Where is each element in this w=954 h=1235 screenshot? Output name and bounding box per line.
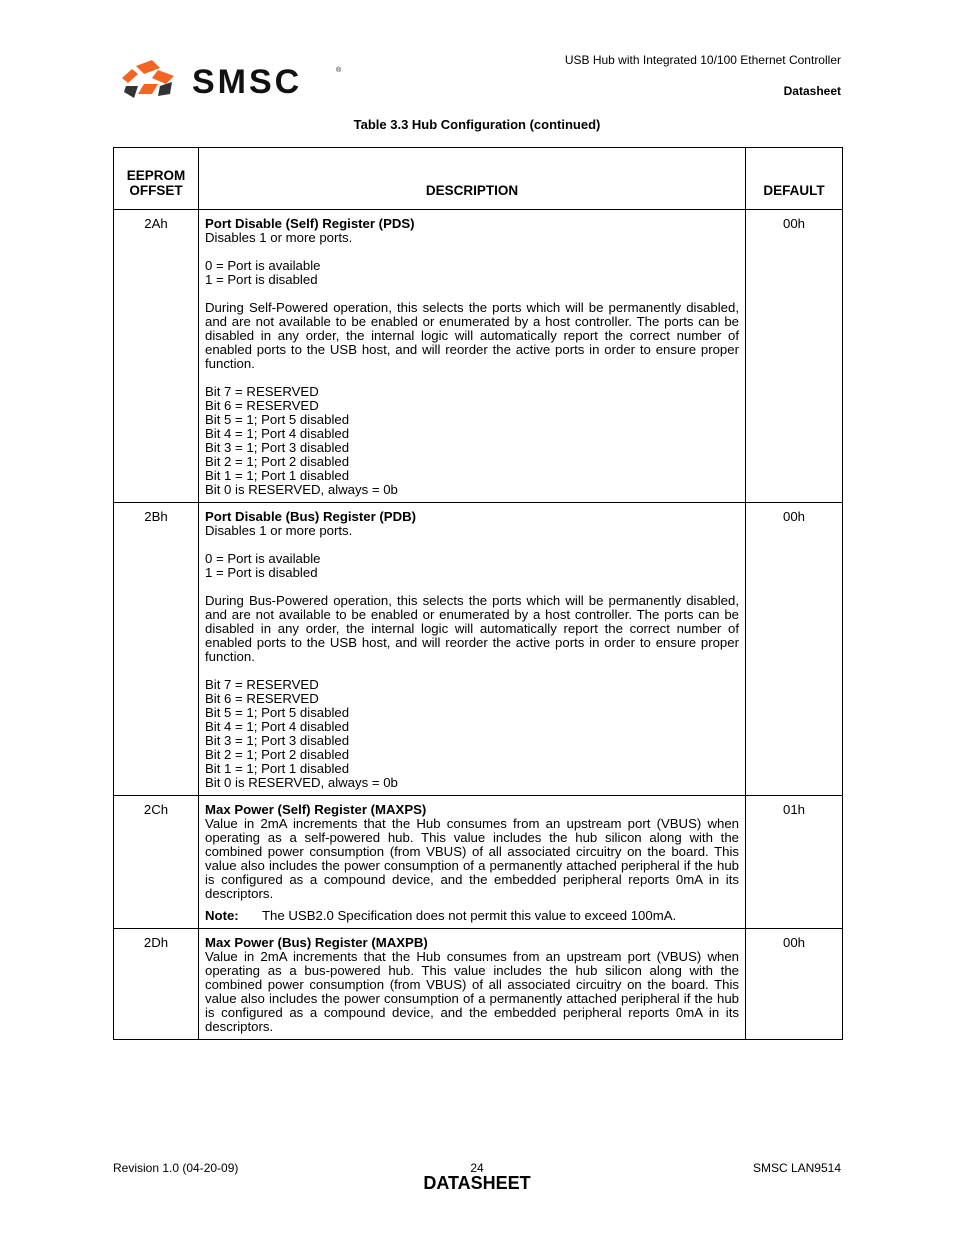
register-intro: Disables 1 or more ports. [205,523,353,538]
table-header-row [114,148,843,210]
bit-line: Bit 4 = 1; Port 4 disabled [205,426,350,441]
bit-line: Bit 6 = RESERVED [205,398,319,413]
svg-text:®: ® [336,67,342,74]
offset-cell: 2Ch [114,796,199,929]
register-paragraph: During Bus-Powered operation, this selects the ports which will be permanently disabled, and are not available to be enabled or enumerated by a host controller. The ports can be disabled in any order, the internal logic will automatically report the correct number of enabled ports to the USB host, and will reorder the active ports in order to ensure proper function. [205,593,739,664]
footer-datasheet-label: DATASHEET [423,1173,531,1193]
state-line: 1 = Port is disabled [205,272,318,287]
hub-configuration-table [113,147,843,1040]
offset-cell: 2Dh [114,929,199,1040]
bit-line: Bit 2 = 1; Port 2 disabled [205,747,350,762]
smsc-logo [122,60,352,102]
note-label: Note: [205,908,239,923]
bit-line: Bit 0 is RESERVED, always = 0b [205,775,398,790]
header-description: DESCRIPTION [199,148,746,210]
table-caption: Table 3.3 Hub Configuration (continued) [353,117,601,132]
bit-line: Bit 4 = 1; Port 4 disabled [205,719,350,734]
state-line: 1 = Port is disabled [205,565,318,580]
description-cell [199,796,746,929]
header-eeprom-offset: EEPROM OFFSET [114,148,199,210]
bit-line: Bit 5 = 1; Port 5 disabled [205,705,350,720]
table-row [114,929,843,1040]
register-title: Max Power (Bus) Register (MAXPB) [205,935,428,950]
default-cell: 00h [746,503,843,796]
header-product-title: USB Hub with Integrated 10/100 Ethernet Controller [564,53,841,67]
bit-line: Bit 7 = RESERVED [205,677,319,692]
bit-line: Bit 6 = RESERVED [205,691,319,706]
default-cell: 01h [746,796,843,929]
note-block [205,909,739,923]
register-body: Value in 2mA increments that the Hub consumes from an upstream port (VBUS) when operating as a self-powered hub. This value includes the hub silicon along with the combined power consumption (from VBUS) of all associated circuitry on the board. This value also includes the power consumption of a permanently attached peripheral if the hub is configured as a compound device, and the embedded peripheral reports 0mA in its descriptors. [205,816,739,901]
register-title: Port Disable (Bus) Register (PDB) [205,509,417,524]
bit-line: Bit 5 = 1; Port 5 disabled [205,412,350,427]
bit-line: Bit 1 = 1; Port 1 disabled [205,761,350,776]
state-line: 0 = Port is available [205,258,321,273]
table-row [114,210,843,503]
register-body: Value in 2mA increments that the Hub consumes from an upstream port (VBUS) when operating as a bus-powered hub. This value includes the hub silicon along with the combined power consumption (from VBUS) of all associated circuitry on the board. This value also includes the power consumption of a permanently attached peripheral if the hub is configured as a compound device, and the embedded peripheral reports 0mA in its descriptors. [205,949,739,1034]
offset-cell: 2Ah [114,210,199,503]
footer-part-number: SMSC LAN9514 [752,1161,841,1175]
bit-line: Bit 7 = RESERVED [205,384,319,399]
bit-line: Bit 2 = 1; Port 2 disabled [205,454,350,469]
register-title: Max Power (Self) Register (MAXPS) [205,802,427,817]
description-cell [199,503,746,796]
bit-line: Bit 1 = 1; Port 1 disabled [205,468,350,483]
footer-revision: Revision 1.0 (04-20-09) [113,1161,239,1175]
state-line: 0 = Port is available [205,551,321,566]
description-cell [199,210,746,503]
table-row [114,503,843,796]
default-cell: 00h [746,210,843,503]
table-row [114,796,843,929]
header-doc-type: Datasheet [783,84,841,98]
logo-wordmark: SMSC [192,63,303,101]
register-paragraph: During Self-Powered operation, this selects the ports which will be permanently disabled, and are not available to be enabled or enumerated by a host controller. The ports can be disabled in any order, the internal logic will automatically report the correct number of enabled ports to the USB host, and will reorder the active ports in order to ensure proper function. [205,300,739,371]
register-title: Port Disable (Self) Register (PDS) [205,216,415,231]
register-intro: Disables 1 or more ports. [205,230,353,245]
note-text: The USB2.0 Specification does not permit this value to exceed 100mA. [262,908,677,923]
description-cell [199,929,746,1040]
bit-line: Bit 3 = 1; Port 3 disabled [205,733,350,748]
offset-cell: 2Bh [114,503,199,796]
bit-line: Bit 0 is RESERVED, always = 0b [205,482,398,497]
default-cell: 00h [746,929,843,1040]
bit-line: Bit 3 = 1; Port 3 disabled [205,440,350,455]
footer-page-number: 24 [470,1161,484,1175]
header-default: DEFAULT [746,148,843,210]
